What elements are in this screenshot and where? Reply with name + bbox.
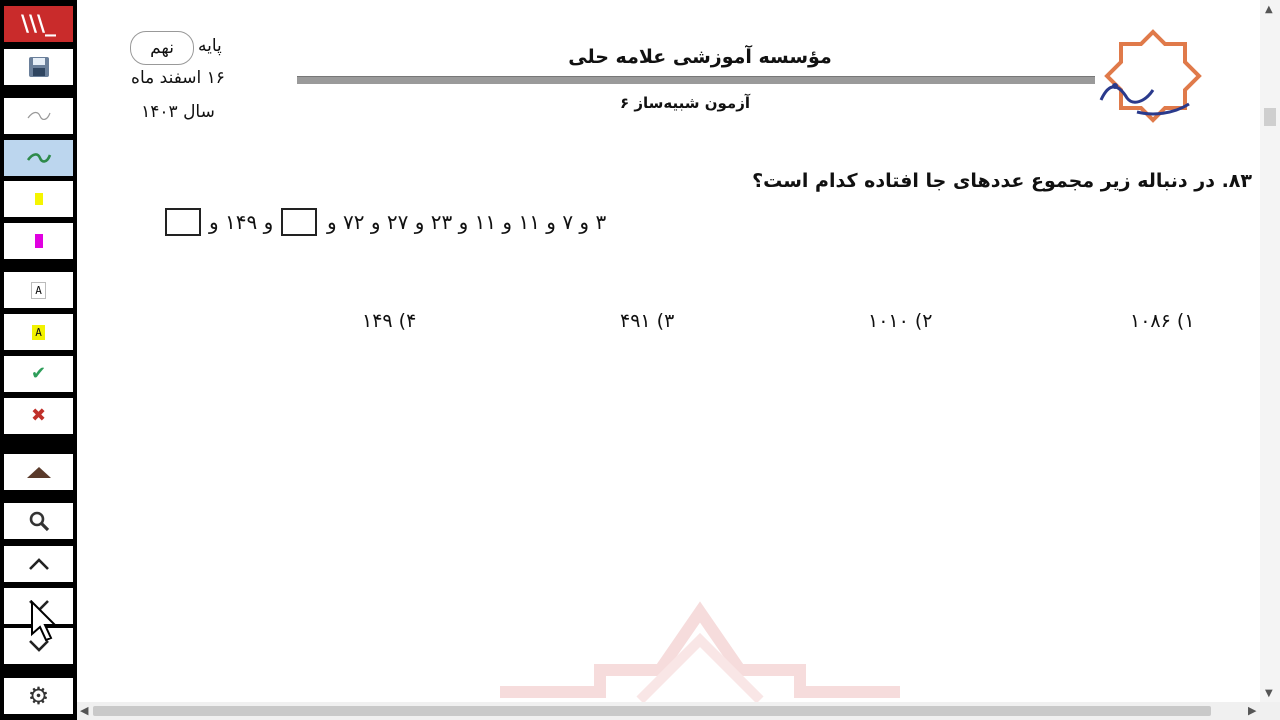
cross-button[interactable] — [4, 398, 73, 434]
text-tool-button[interactable] — [4, 272, 73, 308]
option-number: ۱) — [1176, 310, 1195, 332]
sequence-part-1: ۳ و ۷ و ۱۱ و ۱۱ و ۲۳ و ۲۷ و ۷۲ و — [327, 210, 607, 234]
blank-box[interactable] — [281, 208, 317, 236]
pen-thin-icon — [26, 109, 52, 123]
scroll-right-arrow-icon[interactable]: ▶ — [1248, 704, 1257, 717]
horizontal-scrollbar[interactable] — [77, 702, 1280, 720]
number-sequence — [165, 208, 645, 240]
scroll-left-arrow-icon[interactable]: ◀ — [80, 704, 89, 717]
text-icon: A — [31, 282, 46, 299]
option-value: ۱۰۸۶ — [1130, 310, 1171, 332]
triangle-up-icon — [26, 465, 52, 479]
collapse-button[interactable] — [4, 454, 73, 490]
settings-button[interactable] — [4, 678, 73, 714]
highlighter-yellow-icon — [35, 193, 43, 205]
option-2[interactable] — [868, 310, 933, 332]
pen-green-button[interactable] — [4, 140, 73, 176]
question-83 — [640, 170, 1252, 192]
option-number: ۴) — [398, 310, 417, 332]
exam-date: ۱۶ اسفند ماه — [131, 68, 225, 88]
cross-icon: ✖ — [30, 405, 47, 426]
page-up-button[interactable] — [4, 546, 73, 582]
option-value: ۱۴۹ — [362, 310, 393, 332]
option-value: ۴۹۱ — [620, 310, 651, 332]
mouse-cursor-icon — [30, 600, 58, 644]
institute-name: مؤسسه آموزشی علامه حلی — [568, 46, 832, 68]
floppy-disk-icon — [28, 56, 50, 78]
app-logo-icon: \\\_ — [20, 11, 57, 37]
exam-year: سال ۱۴۰۳ — [141, 102, 215, 122]
pen-thin-button[interactable] — [4, 98, 73, 134]
zoom-button[interactable] — [4, 503, 73, 539]
check-button[interactable] — [4, 356, 73, 392]
highlighter-yellow-button[interactable] — [4, 181, 73, 217]
chevron-up-icon — [28, 557, 50, 571]
institute-logo-icon — [1093, 28, 1208, 123]
blank-box[interactable] — [165, 208, 201, 236]
highlighter-magenta-icon — [35, 234, 43, 248]
save-button[interactable] — [4, 49, 73, 85]
vertical-scrollbar[interactable] — [1260, 0, 1280, 702]
option-4[interactable] — [362, 310, 416, 332]
highlighter-magenta-button[interactable] — [4, 223, 73, 259]
text-highlight-icon: A — [32, 325, 45, 340]
scroll-up-arrow-icon[interactable]: ▲ — [1265, 4, 1273, 15]
sequence-part-2: و ۱۴۹ و — [209, 210, 274, 234]
grade-value: نهم — [130, 31, 194, 65]
header-divider — [297, 76, 1095, 84]
text-highlight-button[interactable] — [4, 314, 73, 350]
option-number: ۳) — [656, 310, 675, 332]
horizontal-scroll-thumb[interactable] — [93, 706, 1211, 716]
option-1[interactable] — [1130, 310, 1195, 332]
grade-label: پایه — [198, 36, 222, 56]
scroll-down-arrow-icon[interactable]: ▼ — [1265, 688, 1273, 699]
exam-title: آزمون شبیه‌ساز ۶ — [620, 94, 750, 112]
pen-green-icon — [26, 150, 52, 166]
magnifier-icon — [28, 510, 50, 532]
question-number: ۸۳. — [1221, 170, 1252, 192]
checkmark-icon: ✔ — [30, 363, 47, 384]
logo-watermark-icon — [500, 600, 900, 702]
option-value: ۱۰۱۰ — [868, 310, 909, 332]
option-number: ۲) — [914, 310, 933, 332]
option-3[interactable] — [620, 310, 674, 332]
gear-icon: ⚙ — [27, 682, 50, 710]
vertical-scroll-thumb[interactable] — [1264, 108, 1276, 126]
app-logo-button[interactable] — [4, 6, 73, 42]
question-text: در دنباله زیر مجموع عددهای جا افتاده کدام است؟ — [752, 170, 1215, 192]
